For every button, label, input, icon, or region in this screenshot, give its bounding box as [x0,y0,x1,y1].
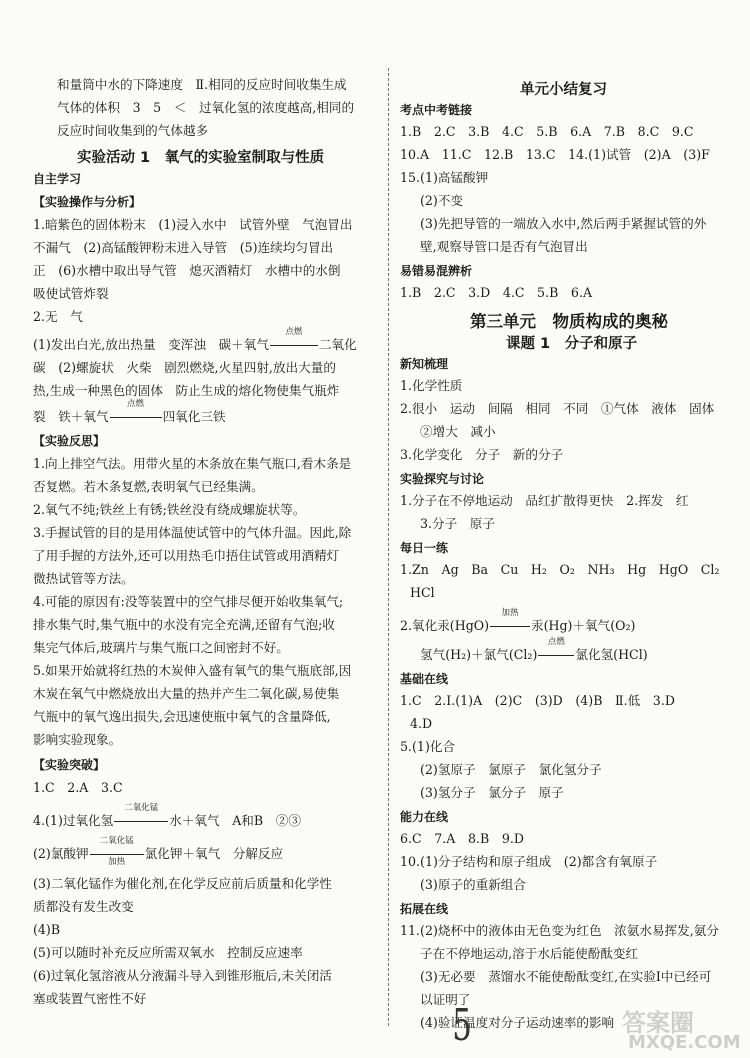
equation-line [400,608,636,634]
text-line: 影响实验现象。 [33,732,122,747]
reaction-arrow [270,327,318,353]
text-line: 壁,观察导管口是否有气泡冒出 [420,239,588,254]
text-line: 1.暗紫色的固体粉末 (1)浸入水中 试管外壁 气泡冒出 [33,217,353,232]
text-line: 和量筒中水的下降速度 Ⅱ.相同的反应时间收集生成 [57,77,347,92]
section-title: 实验活动 1 氧气的实验室制取与性质 [77,150,325,166]
equation-text: 四氧化三铁 [162,409,226,424]
equation-line [33,803,301,829]
text-line: (3)氢分子 氯分子 原子 [420,785,564,800]
equation-line [33,836,284,867]
text-line: 子在不停地运动,溶于水后能使酚酞变红 [420,946,639,961]
equation-text: 裂 铁＋氧气 [33,409,109,424]
text-line: 1.Zn Ag Ba Cu H₂ O₂ NH₃ Hg HgO Cl₂ [400,562,720,577]
reaction-condition: 二氧化锰 [99,836,134,846]
text-line: 2.氧气不纯;铁丝上有锈;铁丝没有绕成螺旋状等。 [33,502,306,517]
subsection-heading: 拓展在线 [400,902,449,916]
equation-text: 氢气(H₂)＋氯气(Cl₂) [420,647,538,662]
text-line: 木炭在氧气中燃烧放出大量的热并产生二氧化碳,易使集 [33,686,340,701]
text-line: 集完气体后,玻璃片与集气瓶口之间密封不好。 [33,640,289,655]
equation-line [33,327,357,353]
text-line: 2.很小 运动 间隔 相同 不同 ①气体 液体 固体 [400,401,715,416]
bracket-heading: 【实验突破】 [33,758,106,772]
text-line: (3)二氧化锰作为催化剂,在化学反应前后质量和化学性 [33,876,332,891]
bracket-heading: 【实验操作与分析】 [33,195,142,209]
text-line: 热,生成一种黑色的固体 防止生成的熔化物使集气瓶炸 [33,383,340,398]
equation-line [33,360,336,376]
section-title: 单元小结复习 [520,82,607,98]
text-line: 以证明了 [420,992,471,1007]
equation-text: 二氧化 [318,337,357,352]
reaction-condition: 加热 [501,608,519,618]
equation-text: 氯化氢(HCl) [575,647,648,662]
reaction-condition: 加热 [108,857,126,867]
reaction-arrow [490,608,530,634]
subsection-heading: 考点中考链接 [400,103,473,117]
text-line: (6)过氧化氢溶液从分液漏斗导入到锥形瓶后,未关闭活 [33,968,332,983]
equation-text: 汞(Hg)＋氧气(O₂) [531,618,636,633]
text-line: (3)原子的重新组合 [420,877,526,892]
page-number: 5 [452,1000,472,1051]
text-line: 6.C 7.A 8.B 9.D [400,831,524,846]
text-line: (2)不变 [420,193,464,208]
text-line: 排水集气时,集气瓶中的水没有完全充满,还留有气泡;收 [33,617,335,632]
text-line: 15.(1)高锰酸钾 [400,170,489,185]
text-line: 10.A 11.C 12.B 13.C 14.(1)试管 (2)A (3)F [400,147,710,162]
text-line: 吸使试管炸裂 [33,286,109,301]
subsection-heading: 基础在线 [400,672,449,686]
reaction-condition: 点燃 [285,327,303,337]
text-line: 5.如果开始就将红热的木炭伸入盛有氧气的集气瓶底部,因 [33,663,352,678]
text-line: 1.B 2.C 3.B 4.C 5.B 6.A 7.B 8.C 9.C [400,124,694,139]
reaction-arrow [114,803,168,829]
text-line: 3.手握试管的目的是用体温使试管中的气体升温。因此,除 [33,525,352,540]
bracket-heading: 【实验反思】 [33,434,106,448]
text-line: 不漏气 (2)高锰酸钾粉末进入导管 (5)连续均匀冒出 [33,240,334,255]
watermark-text: 答案圈 [622,1009,694,1037]
equation-text: 碳 (2)螺旋状 火柴 剧烈燃烧,火星四射, [33,360,273,375]
equation-text: 4.(1)过氧化氢 [33,813,114,828]
chapter-title: 第三单元 物质构成的奥秘 [470,312,668,331]
text-line: 塞或装置气密性不好 [33,991,147,1006]
subsection-heading: 自主学习 [33,172,82,186]
text-line: 反应时间收集到的气体越多 [57,123,209,138]
subsection-heading: 新知梳理 [400,357,449,371]
text-line: (3)无必要 蒸馏水不能使酚酞变红,在实验Ⅰ中已经可 [420,969,712,984]
text-line: (2)氢原子 氯原子 氯化氢分子 [420,762,602,777]
text-line: 微热试管等方法。 [33,571,134,586]
equation-text: 水＋氧气 A和B ②③ [169,813,301,828]
text-line: (3)先把导管的一端放入水中,然后两手紧握试管的外 [420,216,707,231]
subsection-heading: 实验探究与讨论 [400,472,485,486]
text-line: 气瓶中的氧气逸出损失,会迅速使瓶中氧气的含量降低, [33,709,331,724]
text-line: ②增大 减小 [420,424,496,439]
column-divider [388,68,389,1026]
text-line: 1.B 2.C 3.D 4.C 5.B 6.A [400,285,593,300]
text-line: 气体的体积 3 5 ＜ 过氧化氢的浓度越高,相同的 [57,100,355,115]
watermark-url: MXQE.COM [628,1032,741,1053]
reaction-arrow [90,836,144,867]
equation-text: 2.氧化汞(HgO) [400,618,489,633]
reaction-condition: 点燃 [547,637,565,647]
text-line: 4.可能的原因有:没等装置中的空气排尽便开始收集氧气; [33,594,344,609]
text-line: 1.C 2.A 3.C [33,780,123,795]
text-line: 3.化学变化 分子 新的分子 [400,447,564,462]
text-line: 5.(1)化合 [400,739,456,754]
text-line: 1.化学性质 [400,378,463,393]
subsection-heading: 易错易混辨析 [400,264,473,278]
equation-line [420,637,648,663]
text-line: 4.D [410,716,433,731]
reaction-arrow [110,399,162,425]
reaction-arrow [538,637,574,663]
text-line: 3.分子 原子 [420,516,495,531]
text-line: (4)验证温度对分子运动速率的影响 [420,1015,615,1030]
text-line: 否复燃。若木条复燃,表明氧气已经集满。 [33,479,264,494]
equation-line [33,399,226,425]
text-line: 10.(1)分子结构和原子组成 (2)都含有氧原子 [400,854,658,869]
lesson-title: 课题 1 分子和原子 [506,336,638,352]
equation-text: (2)氯酸钾 [33,846,89,861]
reaction-condition: 二氧化锰 [124,803,159,813]
text-line: 1.C 2.Ⅰ.(1)A (2)C (3)D (4)B Ⅱ.低 3.D [400,693,675,708]
text-line: 2.无 气 [33,309,83,324]
text-line: 11.(2)烧杯中的液体由无色变为红色 浓氨水易挥发,氨分 [400,923,719,938]
text-line: 1.分子在不停地运动 品红扩散得更快 2.挥发 红 [400,493,689,508]
text-line: 了用手握的方法外,还可以用热毛巾捂住试管或用酒精灯 [33,548,340,563]
equation-text: 放出 [272,360,299,375]
equation-text: 氯化钾＋氧气 分解反应 [144,846,284,861]
subsection-heading: 每日一练 [400,541,449,555]
equation-text: 大量的 [298,360,336,375]
text-line: 质都没有发生改变 [33,899,134,914]
text-line: 正 (6)水槽中取出导气管 熄灭酒精灯 水槽中的水倒 [33,263,341,278]
equation-text: (1)发出白光,放出热量 变浑浊 碳＋氧气 [33,337,269,352]
subsection-heading: 能力在线 [400,810,449,824]
text-line: (5)可以随时补充反应所需双氧水 控制反应速率 [33,945,303,960]
text-line: HCl [410,585,435,600]
text-line: (4)B [33,922,61,937]
reaction-condition: 点燃 [127,399,145,409]
text-line: 1.向上排空气法。用带火星的木条放在集气瓶口,看木条是 [33,456,352,471]
